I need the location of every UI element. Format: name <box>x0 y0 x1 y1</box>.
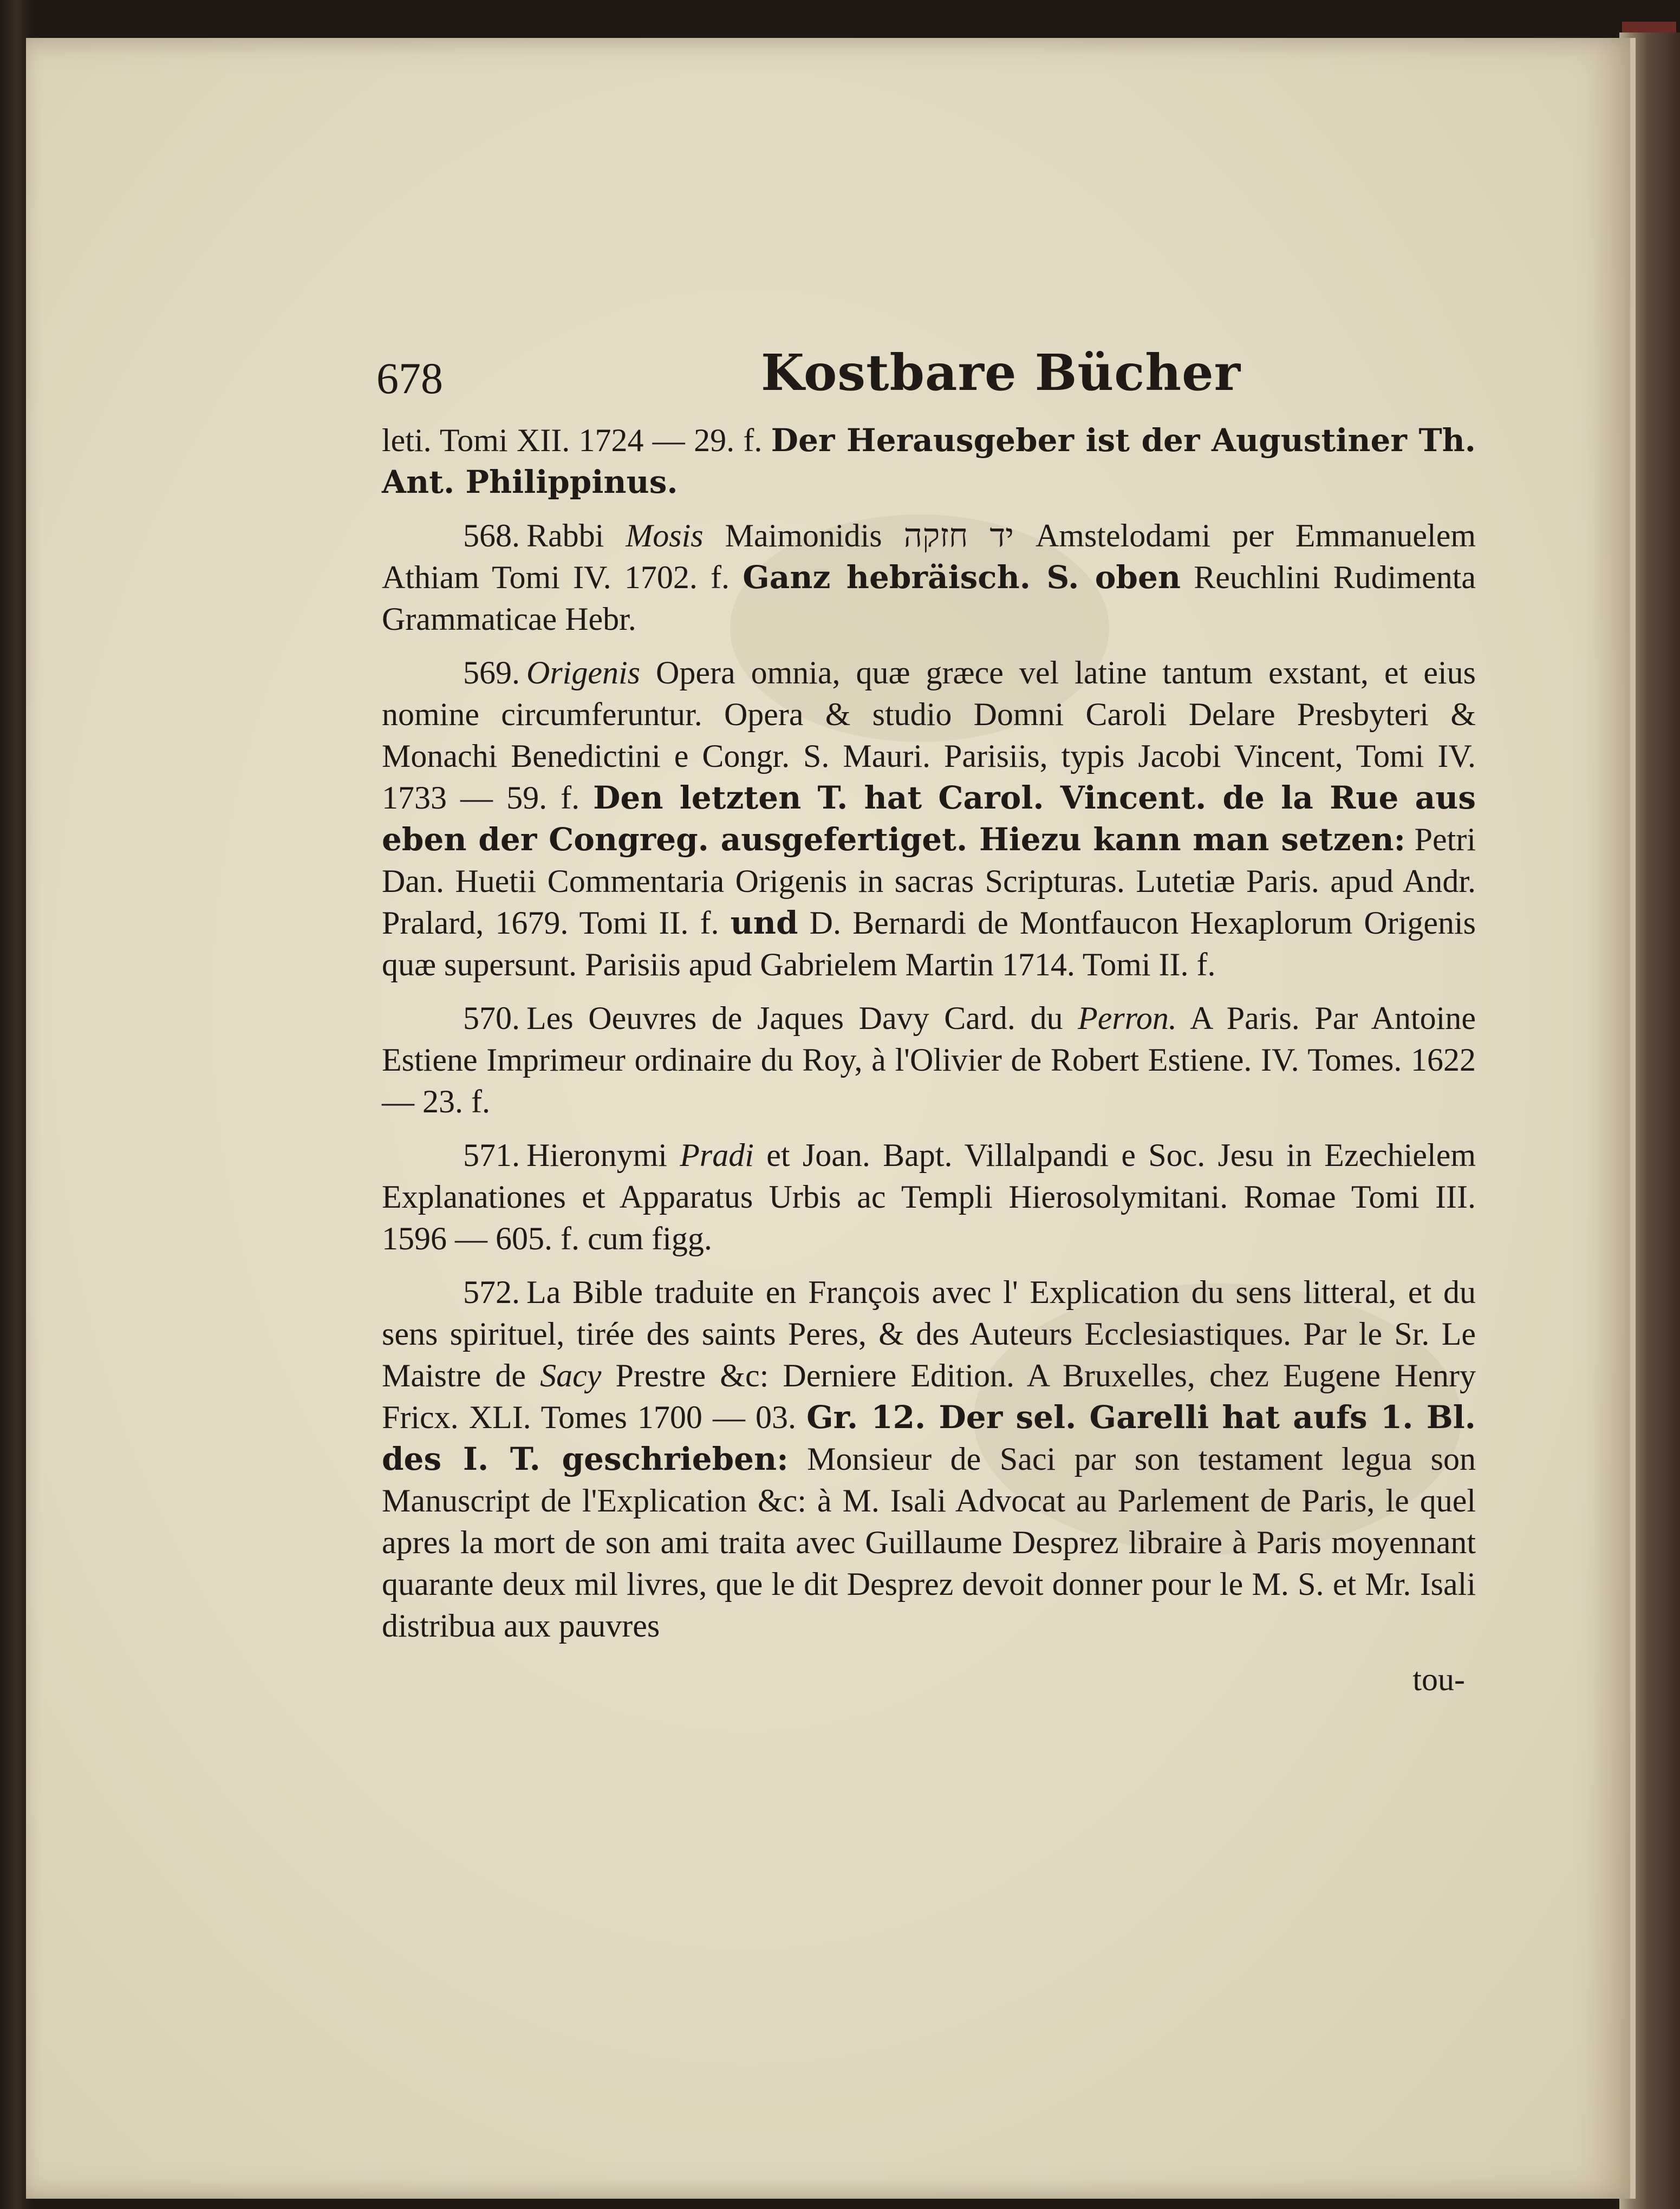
entry-number: 570. <box>463 1000 520 1036</box>
german-annotation: Ganz hebräisch. S. oben <box>743 559 1181 596</box>
german-annotation: Der Herausgeber ist der Augustiner Th. Ant. Philippinus. <box>382 422 1476 500</box>
entry-number: 571. <box>463 1137 520 1173</box>
italic-name: Mosis <box>626 518 704 553</box>
italic-name: Pradi <box>680 1137 754 1173</box>
entry-text: Reuchlini Rudimenta Grammaticae Hebr. <box>382 559 1476 637</box>
page-number: 678 <box>376 354 443 403</box>
catchword: tou- <box>1412 1661 1465 1697</box>
catalog-entry <box>382 515 1476 640</box>
entry-continuation <box>382 420 1476 503</box>
entry-text: D. Bernardi de Montfaucon Hexaplorum Origenis quæ supersunt. Parisiis apud Gabrielem Martin 1714. Tomi II. f. <box>382 905 1476 982</box>
entry-number: 572. <box>463 1274 520 1310</box>
entry-text: Petri Dan. Huetii Commentaria Origenis in sacras Scripturas. Lutetiæ Paris. apud Andr. Pralard, 1679. Tomi II. f. <box>382 822 1476 941</box>
entry-number: 568. <box>463 518 520 553</box>
catalog-entry <box>382 652 1476 986</box>
german-annotation: und <box>730 904 798 941</box>
german-annotation: Den letzten T. hat Carol. Vincent. de la Rue aus eben der Congreg. ausgefertiget. Hiezu kann man setzen: <box>382 779 1476 858</box>
catalog-entry <box>382 998 1476 1123</box>
entry-text: Rabbi <box>526 518 626 553</box>
italic-name: Origenis <box>526 655 640 690</box>
german-annotation: Gr. 12. Der sel. Garelli hat aufs 1. Bl. des I. T. geschrieben: <box>382 1399 1476 1477</box>
entry-text: Hieronymi <box>526 1137 680 1173</box>
catalog-entry <box>382 1135 1476 1260</box>
page-content <box>376 343 1476 1700</box>
catalog-entries <box>382 420 1476 1647</box>
entry-text: Monsieur de Saci par son testament legua son Manuscript de l'Explication &c: à M. Isali Advocat au Parlement de Paris, le quel apres la mort de son ami traita avec Guillaume Desprez libraire à Paris moyennant quarante deux mil livres, que le dit Desprez devoit donner pour le M. S. et Mr. Isali distribua aux pauvres <box>382 1441 1476 1644</box>
entry-text: leti. Tomi XII. 1724 — 29. f. <box>382 422 771 458</box>
entry-text: A Paris. Par Antoine Estiene Imprimeur ordinaire du Roy, à l'Olivier de Robert Estiene. IV. Tomes. 1622 — 23. f. <box>382 1000 1476 1119</box>
page-header <box>376 343 1476 406</box>
italic-name: Perron. <box>1078 1000 1177 1036</box>
entry-text: La Bible traduite en François avec l' Explication du sens litteral, et du sens spirituel, tirée des saints Peres, & des Auteurs Ecclesiastiques. Par le Sr. Le Maistre de <box>382 1274 1476 1393</box>
italic-name: Sacy <box>540 1358 602 1393</box>
catalog-entry <box>382 1272 1476 1647</box>
entry-text: Maimonidis יד חזקה Amstelodami per Emmanuelem Athiam Tomi IV. 1702. f. <box>382 518 1476 595</box>
entry-text: Les Oeuvres de Jaques Davy Card. du <box>526 1000 1078 1036</box>
entry-number: 569. <box>463 655 520 690</box>
running-head: Kostbare Bücher <box>761 343 1241 402</box>
entry-text: Prestre &c: Derniere Edition. A Bruxelles, chez Eugene Henry Fricx. XLI. Tomes 1700 — 03. <box>382 1358 1476 1435</box>
entry-text: Opera omnia, quæ græce vel latine tantum exstant, et eius nomine circumferuntur. Opera & studio Domni Caroli Delare Presbyteri & Monachi Benedictini e Congr. S. Mauri. Parisiis, typis Jacobi Vincent, Tomi IV. 1733 — 59. f. <box>382 655 1476 816</box>
entry-text: et Joan. Bapt. Villalpandi e Soc. Jesu in Ezechielem Explanationes et Apparatus Urbis ac Templi Hierosolymitani. Romae Tomi III. 1596 — 605. f. cum figg. <box>382 1137 1476 1256</box>
